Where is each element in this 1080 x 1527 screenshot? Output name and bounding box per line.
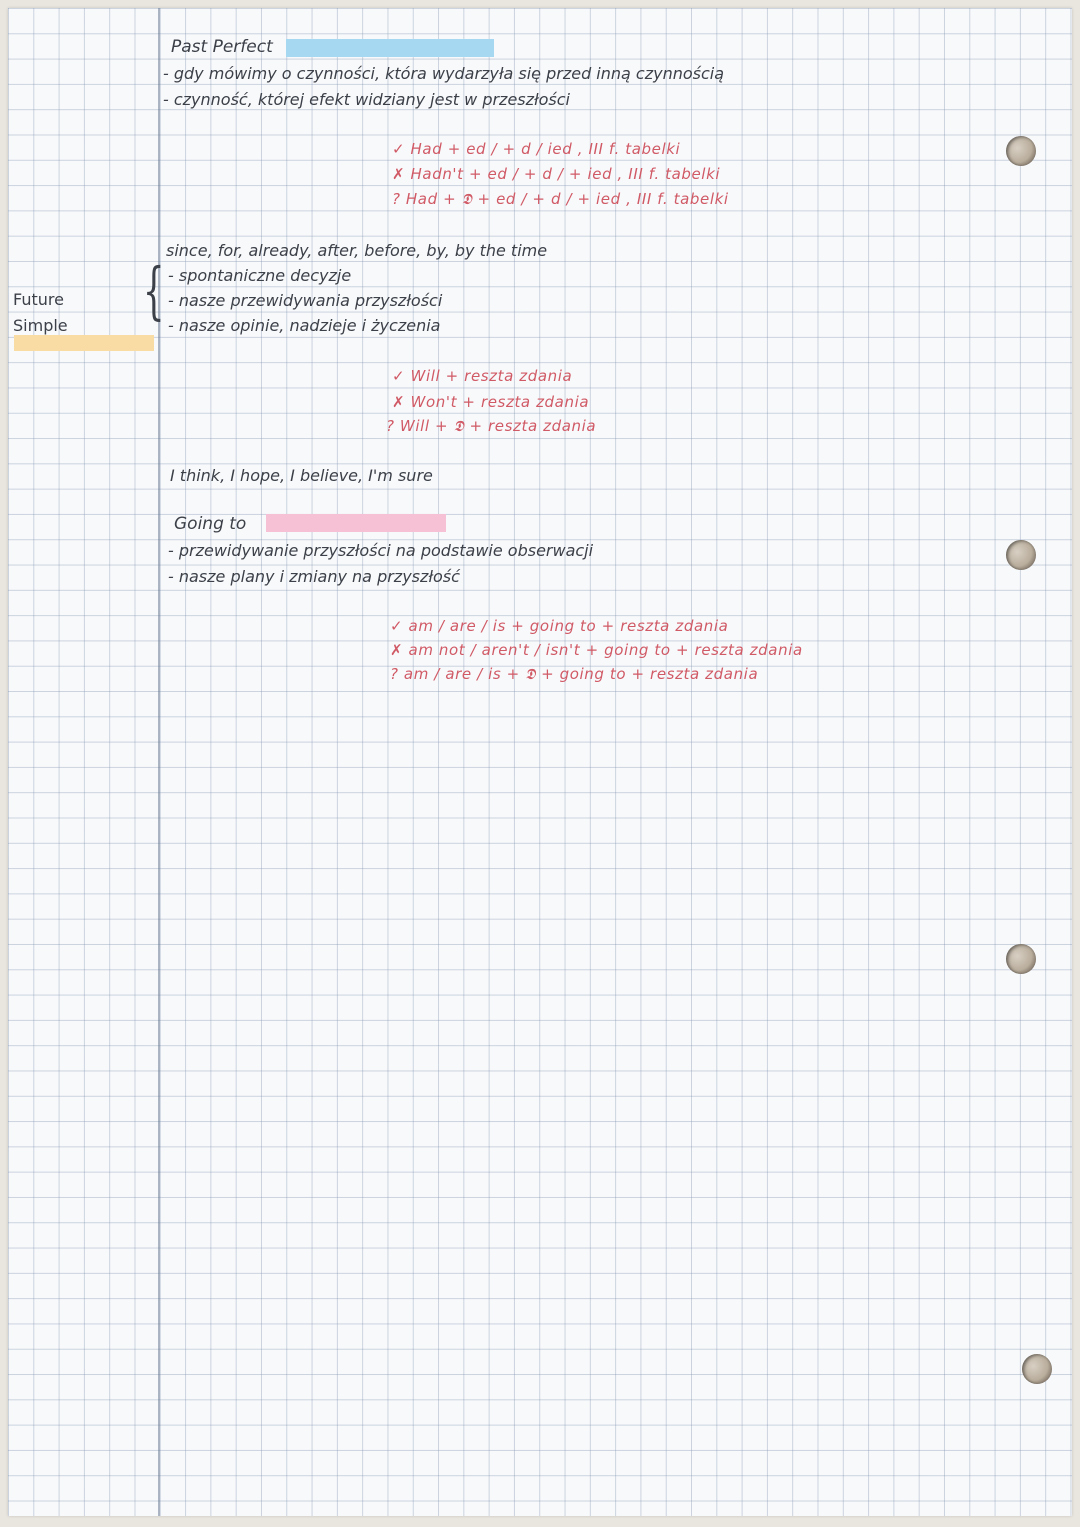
form-affirmative: ✓ am / are / is + going to + reszta zdania bbox=[390, 617, 729, 635]
signal-words: I think, I hope, I believe, I'm sure bbox=[170, 466, 433, 485]
binder-hole-icon bbox=[1022, 1354, 1052, 1384]
form-negative: ✗ am not / aren't / isn't + going to + reszta zdania bbox=[390, 641, 803, 659]
note-line: - nasze opinie, nadzieje i życzenia bbox=[168, 316, 441, 335]
note-line: - nasze plany i zmiany na przyszłość bbox=[168, 567, 460, 586]
sidebar-label-line2: Simple bbox=[13, 316, 68, 335]
note-line: - czynność, której efekt widziany jest w przeszłości bbox=[163, 90, 570, 109]
form-affirmative: ✓ Had + ed / + d / ied , III f. tabelki bbox=[392, 140, 681, 158]
note-line: - nasze przewidywania przyszłości bbox=[168, 291, 443, 310]
form-question: ? Had + 𝕯 + ed / + d / + ied , III f. tabelki bbox=[392, 190, 729, 208]
form-negative: ✗ Won't + reszta zdania bbox=[392, 393, 590, 411]
binder-hole-icon bbox=[1006, 136, 1036, 166]
signal-words: since, for, already, after, before, by, by the time bbox=[166, 241, 548, 260]
note-line: - gdy mówimy o czynności, która wydarzyła się przed inną czynnością bbox=[163, 64, 725, 83]
form-question: ? Will + 𝕯 + reszta zdania bbox=[386, 417, 597, 435]
title-highlight bbox=[286, 39, 494, 57]
margin-line bbox=[158, 8, 160, 1516]
sidebar-label-line1: Future bbox=[13, 290, 64, 309]
form-affirmative: ✓ Will + reszta zdania bbox=[392, 367, 573, 385]
binder-hole-icon bbox=[1006, 540, 1036, 570]
title-highlight bbox=[266, 514, 446, 532]
note-line: - spontaniczne decyzje bbox=[168, 266, 352, 285]
form-negative: ✗ Hadn't + ed / + d / + ied , III f. tabelki bbox=[392, 165, 721, 183]
form-question: ? am / are / is + 𝕯 + going to + reszta zdania bbox=[390, 665, 759, 683]
section-title-past-perfect: Past Perfect bbox=[171, 37, 273, 57]
binder-hole-icon bbox=[1006, 944, 1036, 974]
curly-brace-icon: { bbox=[142, 254, 165, 327]
notebook-page bbox=[8, 8, 1072, 1516]
label-highlight bbox=[14, 335, 154, 351]
section-title-going-to: Going to bbox=[174, 514, 247, 534]
note-line: - przewidywanie przyszłości na podstawie obserwacji bbox=[168, 541, 594, 560]
